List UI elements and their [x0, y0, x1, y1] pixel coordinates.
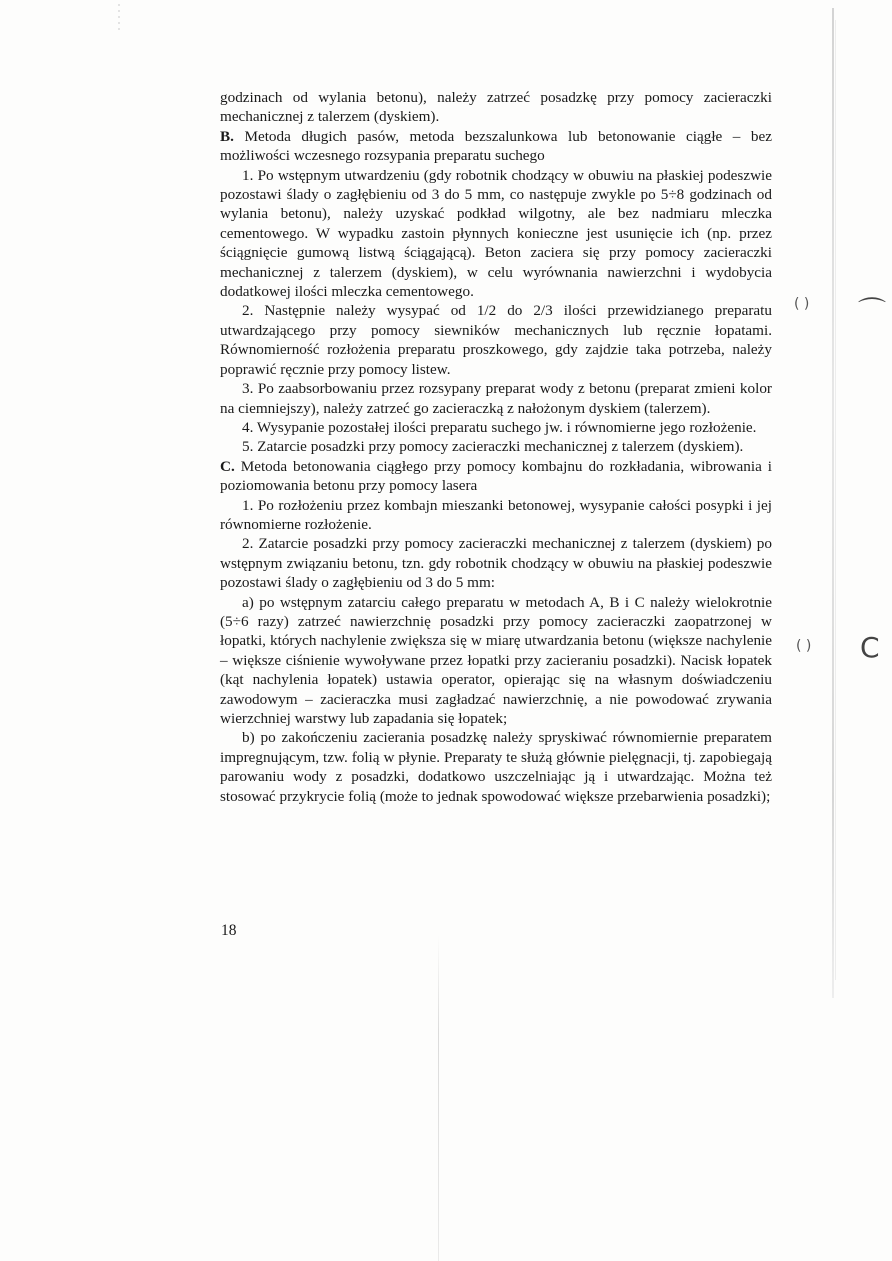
- scan-edge-shadow: [832, 8, 834, 998]
- list-item: 3. Po zaabsorbowaniu przez rozsypany preparat wody z betonu (preparat zmieni kolor na ciemniejszy), należy zatrzeć go zacieraczką z nałożonym dyskiem (talerzem).: [220, 380, 772, 417]
- section-letter: C.: [220, 457, 235, 475]
- margin-bracket-icon: ( ): [794, 296, 810, 312]
- punch-hole-icon: ⌒: [858, 295, 887, 328]
- list-item: a) po wstępnym zatarciu całego preparatu w metodach A, B i C należy wielokrotnie (5÷6 razy) zatrzeć nawierzchnię posadzki przy pomocy zacieraczki zaopatrzonej w łopatki, których nachylenie zwiększa się w miarę utwardzania betonu (większe nachylenie – większe ciśnienie wywoływane przez łopatki przy zacieraniu posadzki). Nacisk łopatek (kąt nachylenia łopatek) ustawia operator, opierając się na własnym doświadczeniu zawodowym – zacieraczka musi zagładzać nawierzchnię, a nie powodować zrywania wierzchniej warstwy lub zapadania się łopatek;: [220, 593, 772, 727]
- list-item: 1. Po wstępnym utwardzeniu (gdy robotnik chodzący w obuwiu na płaskiej podeszwie pozostawi ślady o zagłębieniu od 3 do 5 mm, co następuje zwykle po 5÷8 godzinach od wylania betonu), należy uzyskać podkład wilgotny, ale bez nadmiaru mleczka cementowego. W wypadku zastoin płynnych konieczne jest usunięcie ich (np. przez ściągnięcie gumową listwą ściągającą). Beton zaciera się przy pomocy zacieraczki mechanicznej z talerzem (dyskiem), w celu wyrównania nawierzchni i wydobycia dodatkowej ilości mleczka cementowego.: [220, 166, 772, 301]
- section-c-heading: [220, 457, 772, 496]
- scan-fold-line: [438, 935, 439, 1261]
- paragraph-continuation: godzinach od wylania betonu), należy zatrzeć posadzkę przy pomocy zacieraczki mechanicznej z talerzem (dyskiem).: [220, 89, 772, 126]
- section-letter: B.: [220, 127, 234, 145]
- body-text: [220, 88, 772, 806]
- scan-edge-shadow-secondary: [835, 20, 836, 980]
- punch-hole-icon: C: [860, 631, 880, 664]
- scan-specks: [118, 4, 120, 30]
- list-item: b) po zakończeniu zacierania posadzkę należy spryskiwać równomiernie preparatem impregnującym, tzw. folią w płynie. Preparaty te służą głównie pielęgnacji, tj. zapobiegają parowaniu wody z posadzki, dodatkowo uszczelniając ją i utwardzając. Można też stosować przykrycie folią (może to jednak spowodować większe przebarwienia posadzki);: [220, 729, 772, 805]
- list-item: 2. Zatarcie posadzki przy pomocy zacieraczki mechanicznej z talerzem (dyskiem) po wstępnym związaniu betonu, tzn. gdy robotnik chodzący w obuwiu na płaskiej podeszwie pozostawi ślady o zagłębieniu od 3 do 5 mm:: [220, 535, 772, 592]
- list-item: 4. Wysypanie pozostałej ilości preparatu suchego jw. i równomierne jego rozłożenie.: [242, 418, 757, 436]
- page-number: 18: [221, 922, 237, 939]
- section-b-heading: [220, 127, 772, 166]
- list-item: 1. Po rozłożeniu przez kombajn mieszanki betonowej, wysypanie całości posypki i jej równomierne rozłożenie.: [220, 496, 772, 533]
- list-item: 2. Następnie należy wysypać od 1/2 do 2/3 ilości przewidzianego preparatu utwardzającego przy pomocy siewników mechanicznych lub ręcznie łopatami. Równomierność rozłożenia preparatu proszkowego, gdy zajdzie taka potrzeba, należy poprawić ręcznie przy pomocy listew.: [220, 302, 772, 378]
- section-title: Metoda betonowania ciągłego przy pomocy kombajnu do rozkładania, wibrowania i poziomowania betonu przy pomocy lasera: [220, 457, 772, 495]
- list-item: 5. Zatarcie posadzki przy pomocy zacieraczki mechanicznej z talerzem (dyskiem).: [242, 438, 744, 456]
- margin-bracket-icon: ( ): [796, 638, 812, 654]
- section-title: Metoda długich pasów, metoda bezszalunkowa lub betonowanie ciągłe – bez możliwości wczesnego rozsypania preparatu suchego: [220, 127, 772, 165]
